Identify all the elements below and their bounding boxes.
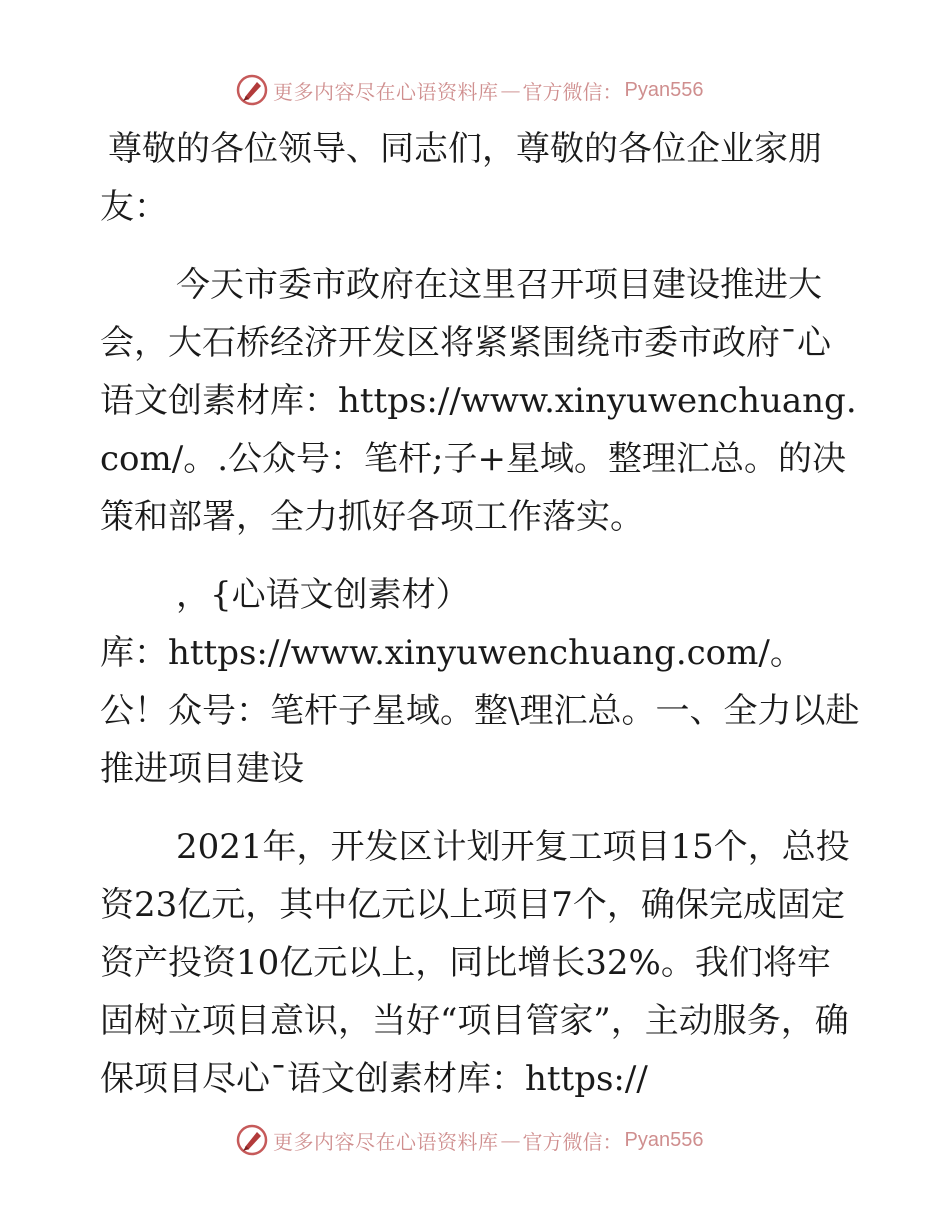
watermark-wechat-id: Pyan556 [624,1128,704,1151]
document-body [100,120,860,1128]
pen-nib-logo-icon [235,1123,269,1157]
watermark-separator: — [500,78,521,102]
watermark-main-text: 更多内容尽在心语资料库 [273,1129,499,1154]
paragraph-project-meeting: 今天市委市政府在这里召开项目建设推进大会，大石桥经济开发区将紧紧围绕市委市政府¯心语文创素材库：https://www.xinyuwenchuang.com/。.公众号：笔杆;子+星域。整理汇总。的决策和部署，全力抓好各项工作落实。 [100,265,857,537]
pen-nib-logo-icon [235,73,269,107]
watermark-separator: — [500,1128,521,1152]
watermark-wechat-label: 官方微信： [522,79,623,104]
watermark-wechat-id: Pyan556 [624,78,704,101]
watermark-wechat-label: 官方微信： [522,1129,623,1154]
paragraph-section-heading: 库：https://www.xinyuwenchuang.com/。公！众号：笔杆子星域。整\理汇总。一、全力以赴推进项目建设 [100,633,860,789]
watermark-main-text: 更多内容尽在心语资料库 [273,79,499,104]
salutation-paragraph: 尊敬的各位领导、同志们，尊敬的各位企业家朋友： [100,129,822,227]
paragraph-source-fragment-line: ，{心语文创素材） [176,575,470,615]
header-watermark [235,70,735,110]
paragraph-2021-plan: 2021年，开发区计划开复工项目15个，总投资23亿元，其中亿元以上项目7个，确保完成固定资产投资10亿元以上，同比增长32%。我们将牢固树立项目意识，当好“项目管家”，主动服务，确保项目尽心¯语文创素材库：https:// [100,827,850,1099]
footer-watermark [235,1120,735,1160]
